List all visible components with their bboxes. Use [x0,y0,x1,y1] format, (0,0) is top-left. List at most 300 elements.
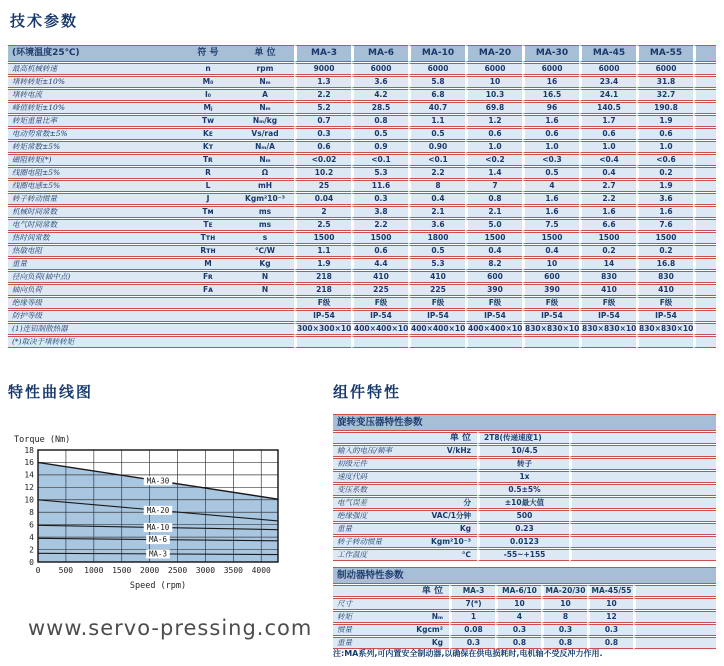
resolver-table-body [333,445,716,561]
x-tick-label: 2500 [167,566,188,575]
row-value: 1.3 [294,76,351,88]
row-blank [693,128,716,140]
row-unit: s [236,232,294,244]
row-value: IP-54 [522,310,579,322]
row-value: 1500 [579,232,636,244]
row-value [579,336,636,348]
row-symbol: M₀ [180,76,236,88]
brake-table-body [333,598,716,649]
row-unit: rpm [236,63,294,75]
row-value: 3.6 [351,76,408,88]
row-value: 10 [522,258,579,270]
table-row [8,63,716,75]
table-row [333,445,716,457]
row-blank [693,297,716,309]
row-value: F级 [636,297,693,309]
model-header: MA-55 [636,45,693,62]
brake-header-row [333,585,716,597]
resolver-header-row [333,432,716,444]
row-label: 转子转动惯量 [333,536,421,548]
row-value: 3.6 [408,219,465,231]
row-label: (*)取决于堵转转矩 [8,336,180,348]
row-value [294,336,351,348]
row-value: 225 [351,284,408,296]
row-value: IP-54 [636,310,693,322]
row-value: 7(*) [449,598,495,610]
brake-note: 注:MA系列,可内置安全制动器,以确保在供电损耗时,电机轴不受反冲力作用. [333,649,603,658]
components-section-title: 组件特性 [333,383,402,401]
row-unit: mH [236,180,294,192]
row-value: 11.6 [351,180,408,192]
row-value: 1.6 [522,193,579,205]
row-unit [421,484,477,496]
row-blank [633,611,716,623]
table-row [333,510,716,522]
row-value: 1500 [636,232,693,244]
row-value: 1500 [294,232,351,244]
row-unit: Nₘ [236,102,294,114]
row-unit [421,458,477,470]
row-label: 转矩常数±5% [8,141,180,153]
row-unit: 分 [421,497,477,509]
table-row [8,297,716,309]
row-value: 28.5 [351,102,408,114]
row-value: 69.8 [465,102,522,114]
row-unit: A [236,89,294,101]
row-blank [633,624,716,636]
row-blank [693,232,716,244]
row-value: 0.04 [294,193,351,205]
row-unit: ℃/W [236,245,294,257]
row-value: 410 [351,271,408,283]
table-row [8,89,716,101]
row-value: 0.0123 [477,536,569,548]
table-row [8,128,716,140]
row-value: F级 [351,297,408,309]
y-tick-label: 18 [24,445,34,455]
row-label: 机械时间常数 [8,206,180,218]
row-label: 线圈电阻±5% [8,167,180,179]
table-row [333,536,716,548]
row-value: 10 [495,598,541,610]
row-value: 10.3 [465,89,522,101]
row-unit [236,310,294,322]
row-label: 重量 [333,637,405,649]
row-value: 25 [294,180,351,192]
table-row [8,219,716,231]
row-value: <0.1 [351,154,408,166]
row-value: <0.2 [465,154,522,166]
y-tick-label: 14 [24,470,34,480]
row-value: 300×300×10 [294,323,351,335]
row-unit: Kgcm² [405,624,449,636]
row-unit [405,598,449,610]
row-unit: Nₘ [236,76,294,88]
y-axis-label: Torque (Nm) [14,435,71,445]
row-value: 2.2 [294,89,351,101]
row-unit: Kgm²10⁻³ [236,193,294,205]
y-tick-label: 12 [24,483,34,493]
row-value: 0.2 [636,245,693,257]
row-blank [693,310,716,322]
watermark-url: www.servo-pressing.com [28,616,313,640]
row-label: 热敏电阻 [8,245,180,257]
brake-params-table [333,566,716,650]
row-value: 0.8 [541,637,587,649]
row-blank [693,154,716,166]
row-blank [569,432,716,444]
x-tick-label: 2000 [139,566,160,575]
row-value: 6000 [636,63,693,75]
row-unit: Nₘ/kg [236,115,294,127]
row-blank [569,497,716,509]
row-blank [693,102,716,114]
row-value: 2.5 [294,219,351,231]
row-value: 0.8 [495,637,541,649]
row-blank [693,89,716,101]
row-symbol: Rᴛʜ [180,245,236,257]
row-value: 24.1 [579,89,636,101]
row-symbol: Kᴇ [180,128,236,140]
row-value: 1.0 [636,141,693,153]
row-value: 0.7 [294,115,351,127]
row-value: IP-54 [351,310,408,322]
header-blank [633,585,716,597]
row-value: 390 [465,284,522,296]
row-value: 3.8 [351,206,408,218]
row-unit: ms [236,206,294,218]
row-unit [236,336,294,348]
row-symbol: Tᴇ [180,219,236,231]
row-value: 0.5 [408,128,465,140]
table-row [333,497,716,509]
row-unit: N [236,271,294,283]
row-value: 830×830×10 [522,323,579,335]
row-value: 0.9 [351,141,408,153]
series-label: MA-20 [146,505,170,515]
tech-table-header-row [8,45,716,62]
row-label: 防护等级 [8,310,180,322]
x-tick-label: 3500 [223,566,243,575]
row-value: 0.2 [579,245,636,257]
row-symbol [180,310,236,322]
row-value: 390 [522,284,579,296]
row-value: 1.9 [294,258,351,270]
row-value: 830 [579,271,636,283]
row-value: 0.3 [495,624,541,636]
row-value: 10 [587,598,633,610]
row-label: 绝缘强度 [333,510,421,522]
row-label: 轴向负荷 [8,284,180,296]
brake-table-title: 制动器特性参数 [333,567,716,584]
row-value: 190.8 [636,102,693,114]
row-value: 225 [408,284,465,296]
row-value: 12 [587,611,633,623]
row-value: 410 [579,284,636,296]
env-temp-header: (环境温度25℃) [8,45,180,62]
row-symbol: R [180,167,236,179]
row-label: 惯量 [333,624,405,636]
row-unit [236,323,294,335]
row-unit: VAC/1分钟 [421,510,477,522]
row-value: F级 [522,297,579,309]
x-tick-label: 3000 [195,566,216,575]
row-value: 600 [522,271,579,283]
row-blank [633,598,716,610]
row-value: 2.2 [579,193,636,205]
row-value: 10.2 [294,167,351,179]
unit-header: 单 位 [236,45,294,62]
row-value: 32.7 [636,89,693,101]
spacer-cell [333,585,405,597]
row-value: 410 [408,271,465,283]
row-value: 1.0 [579,141,636,153]
row-label: 速度代码 [333,471,421,483]
row-label: 初级元件 [333,458,421,470]
row-symbol: Tʀ [180,154,236,166]
row-symbol: L [180,180,236,192]
row-blank [693,76,716,88]
row-symbol: M [180,258,236,270]
row-value: 2.2 [408,167,465,179]
row-value: 0.5 [408,245,465,257]
row-label: 电动势常数±5% [8,128,180,140]
row-blank [569,471,716,483]
row-value: 0.90 [408,141,465,153]
row-symbol: Fʀ [180,271,236,283]
tech-params-table [8,44,716,349]
row-value: 2.2 [351,219,408,231]
row-value: <0.1 [408,154,465,166]
row-unit: Nₘ [236,154,294,166]
row-value: IP-54 [465,310,522,322]
row-label: 堵转转矩±10% [8,76,180,88]
row-blank [569,445,716,457]
row-unit: ms [236,219,294,231]
row-label: 变压系数 [333,484,421,496]
row-value [351,336,408,348]
row-value: 400×400×10 [351,323,408,335]
row-unit: V/kHz [421,445,477,457]
row-value: 1800 [408,232,465,244]
torque-speed-chart [8,428,328,603]
row-blank [693,141,716,153]
row-value: 5.8 [408,76,465,88]
table-row [333,549,716,561]
row-symbol: Kᴛ [180,141,236,153]
row-value: 0.4 [522,245,579,257]
row-value: 5.0 [465,219,522,231]
table-row [333,458,716,470]
row-value: 0.5±5% [477,484,569,496]
table-row [8,193,716,205]
table-row [333,471,716,483]
table-row [8,180,716,192]
table-row [8,323,716,335]
row-value: 8 [408,180,465,192]
model-header: MA-45/55 [587,585,633,597]
table-row [333,484,716,496]
row-unit: ℃ [421,549,477,561]
row-value: <0.4 [579,154,636,166]
row-value: 600 [465,271,522,283]
row-blank [569,484,716,496]
series-label: MA-3 [148,549,168,559]
row-symbol [180,336,236,348]
row-blank [693,193,716,205]
row-value [465,336,522,348]
row-value: 1500 [351,232,408,244]
row-label: 转矩重量比率 [8,115,180,127]
row-value: IP-54 [579,310,636,322]
row-symbol: n [180,63,236,75]
row-value: 0.8 [587,637,633,649]
row-blank [569,549,716,561]
row-label: 转矩 [333,611,405,623]
tech-table-body [8,63,716,348]
row-value: 1.6 [636,206,693,218]
row-value: F级 [294,297,351,309]
row-value: 4 [522,180,579,192]
row-value: 转子 [477,458,569,470]
y-tick-label: 6 [29,520,34,530]
x-tick-label: 4000 [251,566,271,575]
row-value: 16.8 [636,258,693,270]
row-value: 6000 [522,63,579,75]
row-value: 10 [465,76,522,88]
row-value: 0.6 [579,128,636,140]
table-row [8,284,716,296]
model-header: MA-20/30 [541,585,587,597]
row-value: 2.7 [579,180,636,192]
row-value: 0.6 [351,245,408,257]
row-label: 线圈电感±5% [8,180,180,192]
table-row [333,611,716,623]
row-unit: Kg [421,523,477,535]
row-value: 0.2 [636,167,693,179]
row-value: 4.4 [351,258,408,270]
row-value: 1.9 [636,180,693,192]
resolver-title-row [333,414,716,431]
table-row [8,245,716,257]
row-value: 0.3 [294,128,351,140]
row-unit: Ω [236,167,294,179]
x-tick-label: 500 [58,566,74,575]
row-value: 218 [294,271,351,283]
row-value: 5.2 [294,102,351,114]
row-value: 1.6 [579,206,636,218]
row-value: 0.4 [465,245,522,257]
table-row [333,523,716,535]
table-row [333,624,716,636]
x-tick-label: 1000 [84,566,104,575]
row-value: 1500 [465,232,522,244]
row-value: 6.6 [579,219,636,231]
row-value: 0.8 [465,193,522,205]
row-unit: N [236,284,294,296]
row-value: 23.4 [579,76,636,88]
row-blank [693,219,716,231]
row-value: 4.2 [351,89,408,101]
row-value: 830×830×10 [636,323,693,335]
row-blank [693,206,716,218]
row-value: -55~+155 [477,549,569,561]
row-unit [421,471,477,483]
row-unit: Kg [405,637,449,649]
row-blank [569,536,716,548]
x-tick-label: 0 [35,566,41,575]
row-value: 8.2 [465,258,522,270]
header-blank [693,45,716,62]
row-blank [569,510,716,522]
model-header: MA-3 [449,585,495,597]
row-symbol: Fᴀ [180,284,236,296]
row-value: 2.1 [465,206,522,218]
row-value: 1.9 [636,115,693,127]
table-row [8,271,716,283]
row-value: 6000 [351,63,408,75]
row-value: IP-54 [294,310,351,322]
row-value: 1.4 [465,167,522,179]
row-value: 830×830×10 [579,323,636,335]
row-value: 0.08 [449,624,495,636]
row-value: 0.4 [408,193,465,205]
table-row [8,76,716,88]
table-row [8,141,716,153]
row-value: 0.5 [522,167,579,179]
x-tick-label: 1500 [112,566,132,575]
model-header: MA-30 [522,45,579,62]
model-header: MA-45 [579,45,636,62]
row-value: 400×400×10 [408,323,465,335]
row-value: 6.8 [408,89,465,101]
row-value: 500 [477,510,569,522]
row-value: 1.7 [579,115,636,127]
model-header: MA-10 [408,45,465,62]
row-label: 重量 [333,523,421,535]
chart-svg [8,428,326,603]
row-value: 16.5 [522,89,579,101]
row-value: F级 [408,297,465,309]
row-value: F级 [579,297,636,309]
row-value: 6000 [408,63,465,75]
table-row [8,336,716,348]
curves-section-title: 特性曲线图 [8,383,94,401]
row-label: 电气误差 [333,497,421,509]
row-blank [693,180,716,192]
row-value: 0.3 [587,624,633,636]
row-value: 0.3 [541,624,587,636]
row-value: 7 [465,180,522,192]
model-header: MA-3 [294,45,351,62]
row-symbol [180,323,236,335]
table-row [8,310,716,322]
row-value: 0.3 [449,637,495,649]
row-value: F级 [465,297,522,309]
row-value: 6000 [579,63,636,75]
row-value: 218 [294,284,351,296]
row-unit: Nₘ/A [236,141,294,153]
row-value: <0.3 [522,154,579,166]
row-value: 7.5 [522,219,579,231]
model-header: MA-6/10 [495,585,541,597]
resolver-table-title: 旋转变压器特性参数 [333,414,716,431]
row-value: 1.1 [408,115,465,127]
row-symbol: Mⱼ [180,102,236,114]
row-value: 7.6 [636,219,693,231]
row-value: <0.02 [294,154,351,166]
y-tick-label: 8 [29,508,34,518]
